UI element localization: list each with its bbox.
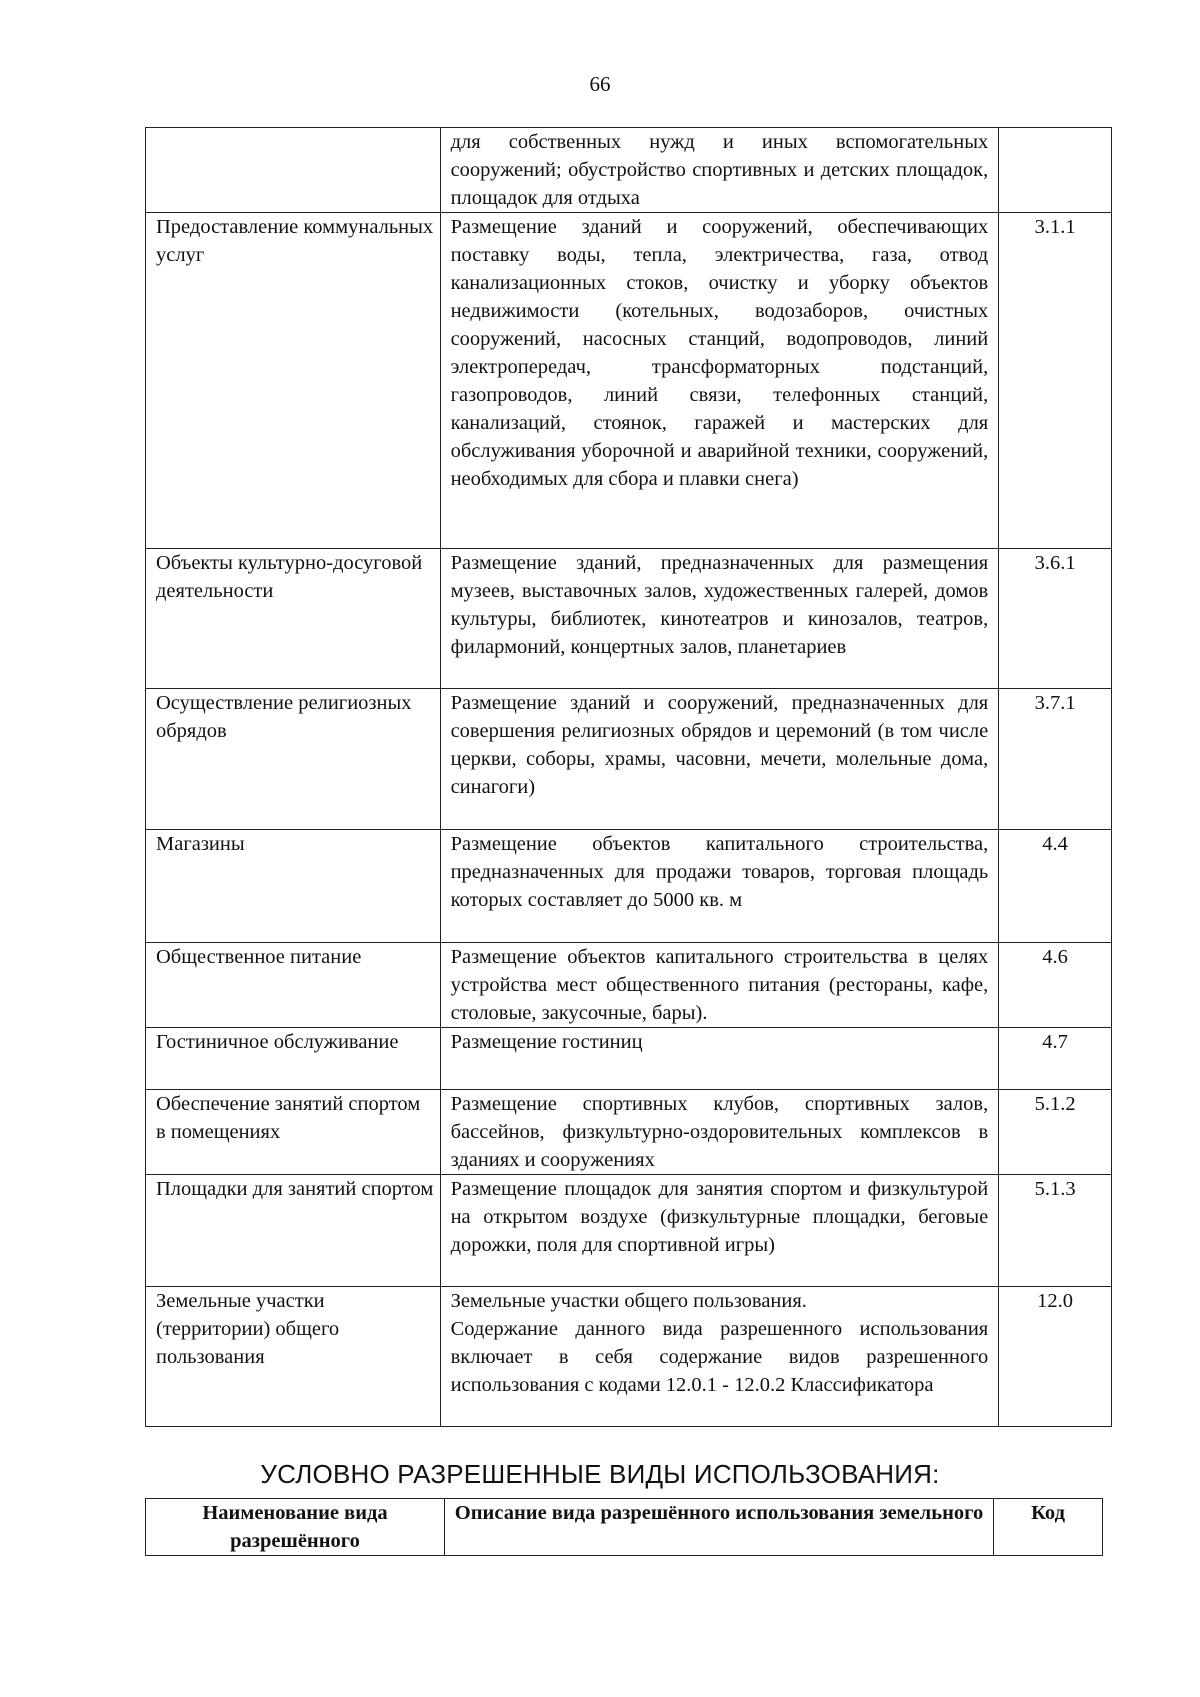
use-description: Размещение площадок для занятия спортом и физкультурой на открытом воздухе (физкультурные площадки, беговые дорожки, поля для спортивной игры) <box>440 1175 999 1287</box>
use-description: Земельные участки общего пользования. Содержание данного вида разрешенного использования включает в себя содержание видов разрешенного использования с кодами 12.0.1 - 12.0.2 Классификатора <box>440 1287 999 1427</box>
table-row <box>146 549 1112 689</box>
use-code: 3.7.1 <box>999 689 1112 830</box>
table-row <box>146 1090 1112 1175</box>
use-code: 3.6.1 <box>999 549 1112 689</box>
use-name: Общественное питание <box>146 943 441 1028</box>
use-description: Размещение гостиниц <box>440 1028 999 1090</box>
use-code: 5.1.3 <box>999 1175 1112 1287</box>
use-code <box>999 128 1112 213</box>
use-name: Объекты культурно-досуговой деятельности <box>146 549 441 689</box>
use-name: Предоставление коммунальных услуг <box>146 213 441 549</box>
use-code: 3.1.1 <box>999 213 1112 549</box>
table-row <box>146 213 1112 549</box>
use-description: Размещение зданий и сооружений, обеспечивающих поставку воды, тепла, электричества, газа, отвод канализационных стоков, очистку и уборку объектов недвижимости (котельных, водозаборов, очистных сооружений, насосных станций, водопроводов, линий электропередач, трансформаторных подстанций, газопроводов, линий связи, телефонных станций, канализаций, стоянок, гаражей и мастерских для обслуживания уборочной и аварийной техники, сооружений, необходимых для сбора и плавки снега) <box>440 213 999 549</box>
header-description: Описание вида разрешённого использования земельного <box>445 1499 994 1556</box>
use-description: Размещение зданий и сооружений, предназначенных для совершения религиозных обрядов и церемоний (в том числе церкви, соборы, храмы, часовни, мечети, молельные дома, синагоги) <box>440 689 999 830</box>
use-code: 4.7 <box>999 1028 1112 1090</box>
table-row <box>146 1175 1112 1287</box>
use-description: Размещение объектов капитального строительства, предназначенных для продажи товаров, торговая площадь которых составляет до 5000 кв. м <box>440 830 999 943</box>
use-code: 4.6 <box>999 943 1112 1028</box>
use-description: для собственных нужд и иных вспомогательных сооружений; обустройство спортивных и детских площадок, площадок для отдыха <box>440 128 999 213</box>
page-number: 66 <box>589 72 611 96</box>
table-row <box>146 689 1112 830</box>
use-code: 5.1.2 <box>999 1090 1112 1175</box>
use-name: Земельные участки (территории) общего пользования <box>146 1287 441 1427</box>
use-code: 12.0 <box>999 1287 1112 1427</box>
conditional-uses-table-header <box>145 1498 1103 1556</box>
table-row <box>146 1028 1112 1090</box>
use-name: Гостиничное обслуживание <box>146 1028 441 1090</box>
use-description: Размещение объектов капитального строительства в целях устройства мест общественного питания (рестораны, кафе, столовые, закусочные, бары). <box>440 943 999 1028</box>
header-code: Код <box>994 1499 1103 1556</box>
table-row <box>146 128 1112 213</box>
use-description: Размещение зданий, предназначенных для размещения музеев, выставочных залов, художественных галерей, домов культуры, библиотек, кинотеатров и кинозалов, театров, филармоний, концертных залов, планетариев <box>440 549 999 689</box>
table-row <box>146 943 1112 1028</box>
use-name: Площадки для занятий спортом <box>146 1175 441 1287</box>
permitted-uses-table <box>145 127 1112 1427</box>
use-name: Магазины <box>146 830 441 943</box>
use-name: Осуществление религиозных обрядов <box>146 689 441 830</box>
section-title: УСЛОВНО РАЗРЕШЕННЫЕ ВИДЫ ИСПОЛЬЗОВАНИЯ: <box>260 1459 940 1489</box>
table-row <box>146 1287 1112 1427</box>
table-row <box>146 830 1112 943</box>
header-name: Наименование вида разрешённого <box>146 1499 445 1556</box>
use-name: Обеспечение занятий спортом в помещениях <box>146 1090 441 1175</box>
use-description: Размещение спортивных клубов, спортивных залов, бассейнов, физкультурно-оздоровительных комплексов в зданиях и сооружениях <box>440 1090 999 1175</box>
table-header-row <box>146 1499 1103 1556</box>
use-code: 4.4 <box>999 830 1112 943</box>
use-name <box>146 128 441 213</box>
